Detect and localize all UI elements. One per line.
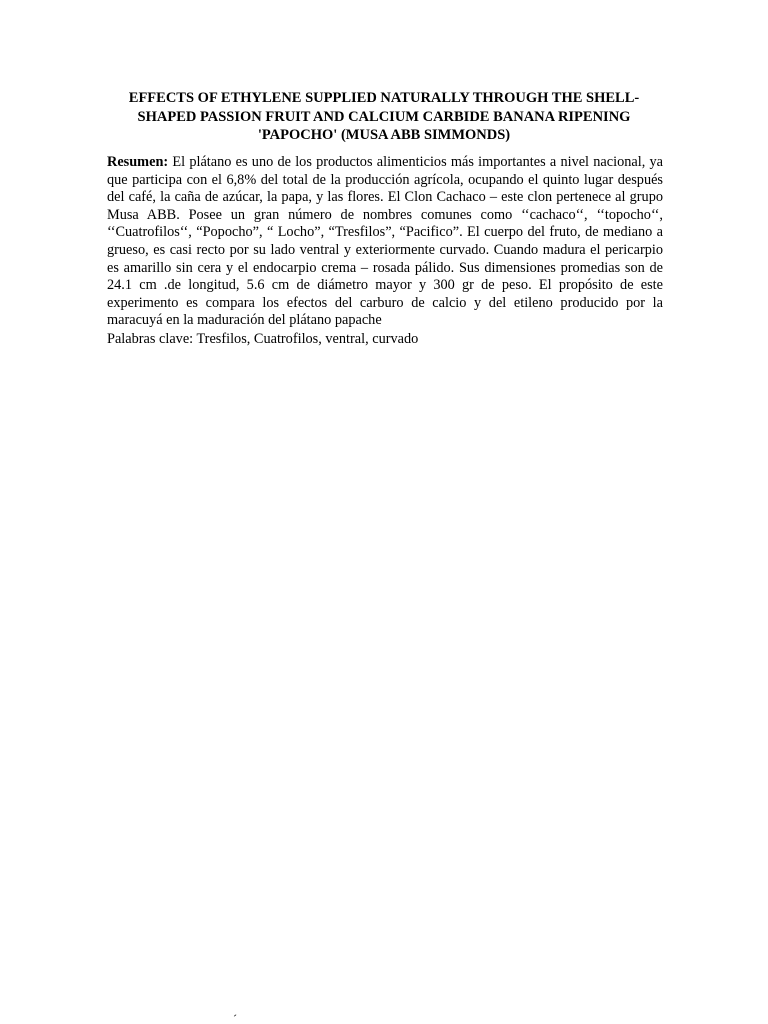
abstract-text: El plátano es uno de los productos alimenticios más importantes a nivel nacional, ya que participa con el 6,8% del total de la producción agrícola, ocupando el quinto lugar después del café, la caña de azúcar, la papa, y las flores. El Clon Cachaco – este clon pertenece al grupo Musa ABB. Posee un gran número de nombres comunes como ‘‘cachaco‘‘, ‘‘topocho‘‘, ‘‘Cuatrofilos‘‘, “Popocho”, “ Locho”, “Tresfilos”, “Pacifico”. El cuerpo del fruto, de mediano a grueso, es casi recto por su lado ventral y exteriormente curvado. Cuando madura el pericarpio es amarillo sin cera y el endocarpio crema – rosada pálido. Sus dimensiones promedias son de 24.1 cm .de longitud, 5.6 cm de diámetro mayor y 300 gr de peso. El propósito de este experimento es compara los efectos del carburo de calcio y del etileno producido por la maracuyá en la maduración del plátano papache <box>107 154 663 329</box>
abstract-paragraph <box>107 154 663 330</box>
footer-mark: ´ <box>233 1012 237 1024</box>
keywords-line: Palabras clave: Tresfilos, Cuatrofilos, ventral, curvado <box>107 331 419 347</box>
abstract-label: Resumen: <box>107 154 169 170</box>
paper-title: EFFECTS OF ETHYLENE SUPPLIED NATURALLY THROUGH THE SHELL-SHAPED PASSION FRUIT AND CALCIUM CARBIDE BANANA RIPENING 'PAPOCHO' (MUSA ABB SIMMONDS) <box>128 90 640 143</box>
